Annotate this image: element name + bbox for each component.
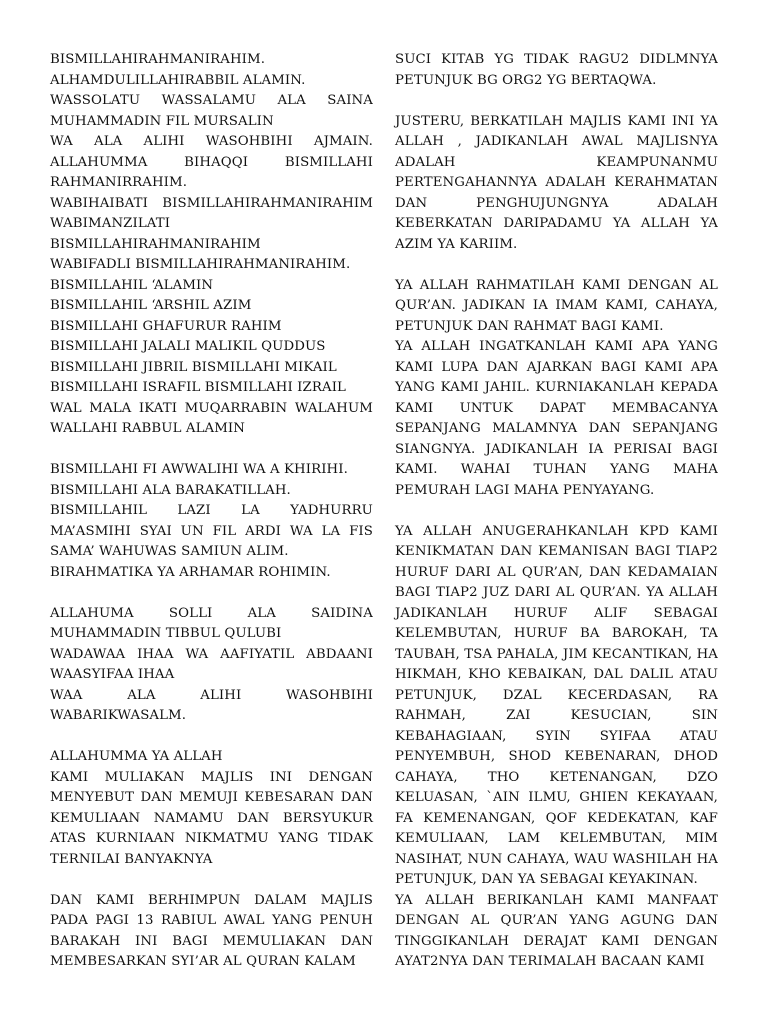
text-paragraph: YA ALLAH INGATKANLAH KAMI APA YANG KAMI LUPA DAN AJARKAN BAGI KAMI APA YANG KAMI JAHIL. KURNIAKANLAH KEPADA KAMI UNTUK DAPAT MEMBACANYA SEPANJANG MALAMNYA DAN SEPANJANG SIANGNYA. JADIKANLAH IA PERISAI BAGI KAMI. WAHAI TUHAN YANG MAHA PEMURAH LAGI MAHA PENYAYANG. — [395, 339, 718, 498]
text-paragraph: BIRAHMATIKA YA ARHAMAR ROHIMIN. — [50, 564, 331, 580]
paragraph-gap — [50, 440, 373, 461]
right-column — [395, 50, 718, 973]
text-paragraph: BISMILLAHI ALA BARAKATILLAH. — [50, 482, 291, 498]
text-paragraph: YA ALLAH BERIKANLAH KAMI MANFAAT DENGAN AL QUR’AN YANG AGUNG DAN TINGGIKANLAH DERAJAT KAMI DENGAN AYAT2NYA DAN TERIMALAH BACAAN KAMI — [395, 892, 718, 969]
paragraph-gap — [395, 501, 718, 522]
text-paragraph: JUSTERU, BERKATILAH MAJLIS KAMI INI YA ALLAH , JADIKANLAH AWAL MAJLISNYA ADALAH KEAMPUNANMU PERTENGAHANNYA ADALAH KERAHMATAN DAN PENGHUJUNGNYA ADALAH KEBERKATAN DARIPADAMU YA ALLAH YA AZIM YA KARIIM. — [395, 113, 718, 252]
text-paragraph: WAA ALA ALIHI WASOHBIHI WABARIKWASALM. — [50, 687, 373, 723]
text-paragraph: WAL MALA IKATI MUQARRABIN WALAHUM WALLAHI RABBUL ALAMIN — [50, 400, 373, 436]
text-paragraph: ALLAHUMA SOLLI ALA SAIDINA MUHAMMADIN TIBBUL QULUBI — [50, 605, 373, 641]
text-paragraph: SUCI KITAB YG TIDAK RAGU2 DIDLMNYA PETUNJUK BG ORG2 YG BERTAQWA. — [395, 52, 718, 88]
text-paragraph: BISMILLAHI ISRAFIL BISMILLAHI IZRAIL — [50, 380, 346, 395]
paragraph-gap — [50, 727, 373, 748]
two-column-text — [50, 50, 718, 973]
paragraph-gap — [50, 583, 373, 604]
text-paragraph: DAN KAMI BERHIMPUN DALAM MAJLIS PADA PAGI 13 RABIUL AWAL YANG PENUH BARAKAH INI BAGI MEMULIAKAN DAN MEMBESARKAN SYI’AR AL QURAN KALAM — [50, 892, 373, 969]
paragraph-gap — [50, 870, 373, 891]
text-paragraph: WADAWAA IHAA WA AAFIYATIL ABDAANI WAASYIFAA IHAA — [50, 646, 373, 682]
left-column — [50, 50, 373, 973]
text-paragraph: WA ALA ALIHI WASOHBIHI AJMAIN. ALLAHUMMA BIHAQQI BISMILLAHI RAHMANIRRAHIM. — [50, 134, 373, 190]
text-paragraph: BISMILLAHI JALALI MALIKIL QUDDUS — [50, 339, 326, 354]
text-paragraph: YA ALLAH RAHMATILAH KAMI DENGAN AL QUR’AN. JADIKAN IA IMAM KAMI, CAHAYA, PETUNJUK DAN RAHMAT BAGI KAMI. — [395, 277, 718, 334]
text-paragraph: BISMILLAHIL LAZI LA YADHURRU MA’ASMIHI SYAI UN FIL ARDI WA LA FIS SAMA’ WAHUWAS SAMIUN ALIM. — [50, 503, 373, 559]
text-paragraph: WABIHAIBATI BISMILLAHIRAHMANIRAHIM WABIMANZILATI BISMILLAHIRAHMANIRAHIM — [50, 195, 373, 252]
text-paragraph: WABIFADLI BISMILLAHIRAHMANIRAHIM. — [50, 257, 351, 272]
text-paragraph: KAMI MULIAKAN MAJLIS INI DENGAN MENYEBUT DAN MEMUJI KEBESARAN DAN KEMULIAAN NAMAMU DAN BERSYUKUR ATAS KURNIAAN NIKMATMU YANG TIDAK TERNILAI BANYAKNYA — [50, 769, 373, 867]
paragraph-gap — [395, 255, 718, 276]
paragraph-gap — [395, 91, 718, 112]
text-paragraph: BISMILLAHIL ‘ALAMIN — [50, 277, 214, 293]
text-paragraph: BISMILLAHI GHAFURUR RAHIM — [50, 318, 282, 334]
text-paragraph: BISMILLAHIRAHMANIRAHIM. — [50, 52, 266, 67]
text-paragraph: WASSOLATU WASSALAMU ALA SAINA MUHAMMADIN FIL MURSALIN — [50, 93, 373, 129]
text-paragraph: BISMILLAHI JIBRIL BISMILLAHI MIKAIL — [50, 359, 337, 375]
text-paragraph: BISMILLAHIL ‘ARSHIL AZIM — [50, 298, 252, 313]
text-paragraph: ALLAHUMMA YA ALLAH — [50, 749, 223, 764]
text-paragraph: YA ALLAH ANUGERAHKANLAH KPD KAMI KENIKMATAN DAN KEMANISAN BAGI TIAP2 HURUF DARI AL QUR’AN, DAN KEDAMAIAN BAGI TIAP2 JUZ DARI AL QUR’AN. YA ALLAH JADIKANLAH HURUF ALIF SEBAGAI KELEMBUTAN, HURUF BA BAROKAH, TA TAUBAH, TSA PAHALA, JIM KECANTIKAN, HA HIKMAH, KHO KEBAIKAN, DAL DALIL ATAU PETUNJUK, DZAL KECERDASAN, RA RAHMAH, ZAI KESUCIAN, SIN KEBAHAGIAAN, SYIN SYIFAA ATAU PENYEMBUH, SHOD KEBENARAN, DHOD CAHAYA, THO KETENANGAN, DZO KELUASAN, `AIN ILMU, GHIEN KEKAYAAN, FA KEMENANGAN, QOF KEDEKATAN, KAF KEMULIAAN, LAM KELEMBUTAN, MIM NASIHAT, NUN CAHAYA, WAU WASHILAH HA PETUNJUK, DAN YA SEBAGAI KEYAKINAN. — [395, 523, 718, 887]
text-paragraph: ALHAMDULILLAHIRABBIL ALAMIN. — [50, 72, 306, 88]
text-paragraph: BISMILLAHI FI AWWALIHI WA A KHIRIHI. — [50, 462, 348, 477]
